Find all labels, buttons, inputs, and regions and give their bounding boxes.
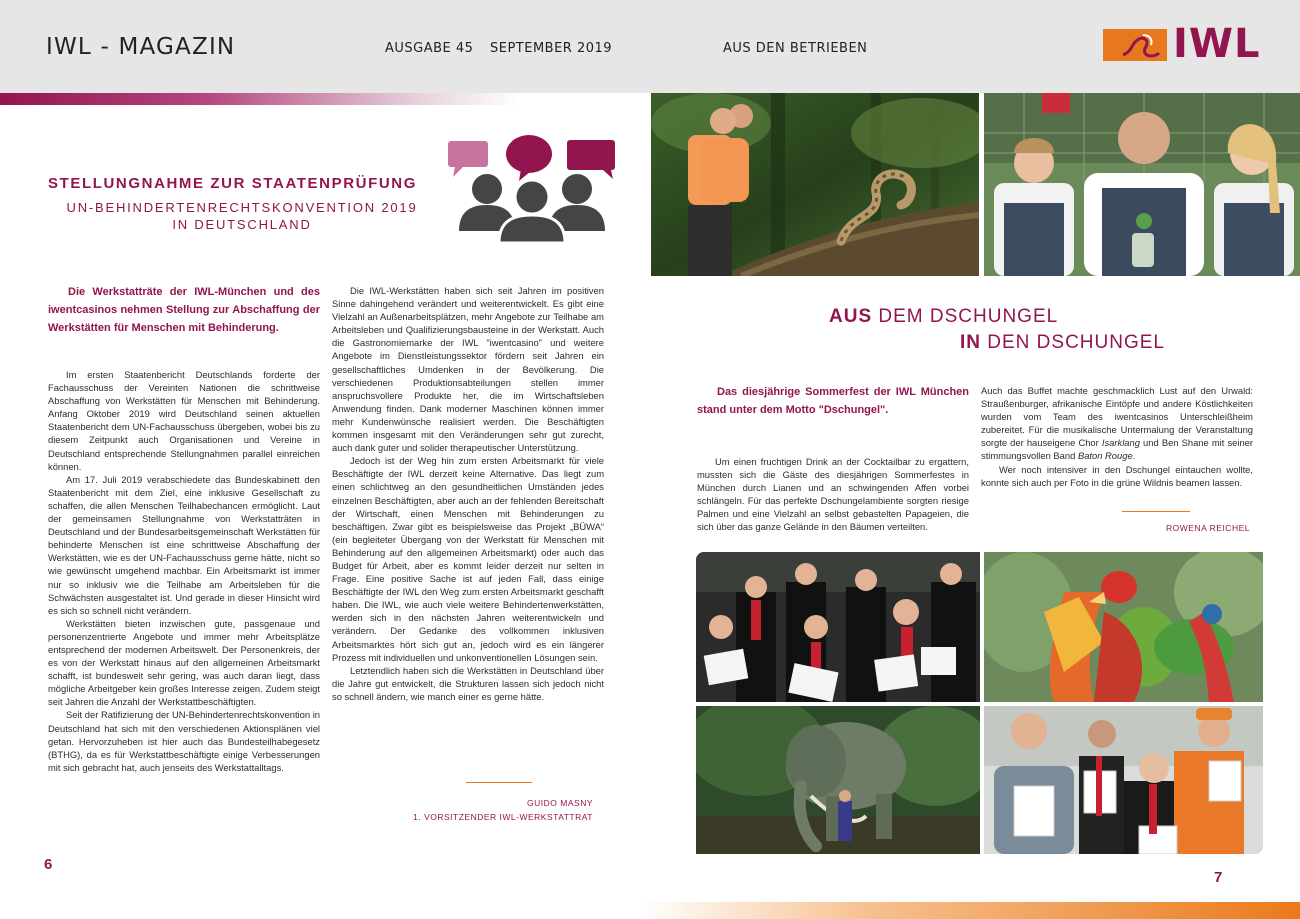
photo-certificates [984,706,1263,854]
right-article-column-1 [697,455,969,534]
signature-divider [466,782,532,783]
lead-paragraph: Das diesjährige Sommerfest der IWL München stand unter dem Motto "Dschungel". [697,386,969,416]
section-label: AUS DEN BETRIEBEN [723,41,868,56]
issue-number: AUSGABE 45 [385,41,474,56]
paragraph: Seit der Ratifizierung der UN-Behindertenrechtskonvention in Deutschland hat sich mit den verschiedenen Aktionsplänen viel getan. Hervorzuheben ist hier auch das Bundesteilhabegesetz (BTHG), da es für Werkstattbeschäftigte einige Verbesserungen mit sich gebracht hat, auch jenseits des Werkstattalltags. [48,709,320,773]
title-bold-word: IN [960,332,981,353]
right-author-name: ROWENA REICHEL [1166,523,1250,533]
left-author-role: 1. VORSITZENDER IWL-WERKSTATTRAT [413,812,593,822]
photo-parrots [984,552,1263,702]
choir-name: Isarklang [1101,437,1140,449]
left-article-lead [48,283,320,337]
paragraph: Wer noch intensiver in den Dschungel eintauchen wollte, konnte sich auch per Foto in die grüne Wildnis beamen lassen. [981,463,1253,488]
left-author-name: GUIDO MASNY [527,798,593,808]
right-article-title-1 [829,306,1058,328]
paragraph: Die IWL-Werkstätten haben sich seit Jahren im positiven Sinne dahingehend verändert und weiterentwickelt. Es gibt eine Vielzahl an Außenarbeitsplätzen, mehr Angebote zur Teilhabe am Arbeitsleben und Qualifizierungsbausteine in der Werkstatt. Auch die Gastronomiemarke der IWL "iwentcasino" und weitere Angebote im Dienstleistungssektor fördern seit Jahren ein gesellschaftliches Umdenken in der Bevölkerung. Die verschiedenen Produktionsabteilungen stellen immer anspruchsvollere Produkte her, die im Wirtschaftsleben Anwendung finden. Dank moderner Maschinen können immer mehr Kundenwünsche realisiert werden. Die Beschäftigten kommen insgesamt mit den Veränderungen sehr gut zurecht, auch dank guter und solider therapeutischer Unterstützung. [332,285,604,454]
left-article-column-1 [48,368,320,774]
logo-text: IWL [1173,21,1261,67]
photo-staff-cocktail [984,93,1300,276]
right-article-column-2 [981,384,1253,489]
title-rest: DEN DSCHUNGEL [981,332,1165,353]
paragraph: Am 17. Juli 2019 verabschiedete das Bundeskabinett den Staatenbericht mit dem Ziel, eine inklusive Gesellschaft zu schaffen, die allen Menschen Teilhabechancen ermöglicht. Laut der gemeinsamen Stellungnahme von Werkstatträten in Deutschland und der Bundesarbeitsgemeinschaft Werkstätten für behinderte Menschen ist eine schrittweise Abschaffung der Werkstätten, wie es der UN-Fachausschuss gerne hätte, nicht so wie gewünscht umgehend machbar. Ein Arbeitsmarkt ist immer nur so inklusiv wie die Teilhabe am Arbeitsleben für die Schwächsten ausgestaltet ist. Und gerade in dieser Hinsicht wird es sich so schnell nicht verändern. [48,473,320,616]
logo-mark-icon [1103,29,1167,61]
gradient-divider [0,93,520,105]
page-number-right: 7 [1214,869,1223,886]
right-article-title-2 [960,332,1165,354]
magazine-title: IWL - MAGAZIN [46,34,236,60]
page-number-left: 6 [44,856,53,873]
text-run: und Ben Shane mit seiner stimmungsvollen Band [981,437,1253,462]
left-article-title: STELLUNGNAHME ZUR STAATENPRÜFUNG [48,175,417,192]
title-rest: DEM DSCHUNGEL [872,306,1059,327]
paragraph: Um einen fruchtigen Drink an der Cocktailbar zu ergattern, mussten sich die Gäste des diesjährigen Sommerfestes in München durch Lianen und an schwingenden Affen vorbei schlängeln. Für das perfekte Dschungelambiente sorgten riesige Palmen und eine Vielzahl an selbst gebastelten Papageien, die sich über das ganze Gelände in den Bäumen verteilten. [697,456,969,533]
paragraph: Im ersten Staatenbericht Deutschlands forderte der Fachausschuss der Vereinten Nationen die schrittweise Abschaffung von Werkstätten für Menschen mit Behinderung. Anfang Oktober 2019 wird Deutschland seinen aktuellen Staatenbericht dem UN-Fachausschuss übergeben, wobei bis zu diesem Zeitpunkt auch Organisationen und Vereine in Deutschland entsprechende Stellungnahmen parallel einreichen können. [48,369,320,472]
left-article-column-2 [332,284,604,703]
left-article-subtitle-2: IN DEUTSCHLAND [172,217,312,232]
title-bold-word: AUS [829,306,873,327]
paragraph: Jedoch ist der Weg hin zum ersten Arbeitsmarkt für viele Beschäftigte der IWL derzeit keine Alternative. Das liegt zum einen schlichtweg an den gesundheitlichen Umständen jedes einzelnen Beschäftigten, aber auch an der fehlenden Bereitschaft der Wirtschaft, einen Menschen mit Behinderungen zu beschäftigen. Zwar gibt es beispielsweise das Projekt „BÜWA“ (ein begleiteter Übergang von der Werkstatt für Menschen mit Behinderung auf den allgemeinen Arbeitsmarkt) oder auch das Budget für Arbeit, aber es kommt leider derzeit nur selten in Frage. Eine positive Sache ist auf jeden Fall, dass einige Beschäftigte der IWL den Weg zum ersten Arbeitsmarkt geschafft haben. Die IWL, wie auch viele weitere Behindertenwerkstätten, werden sich in den nächsten Jahren weiterentwickeln und verändern. Der Gedanke des vollkommen inklusiven Arbeitsmarktes hört sich gut an, jedoch wird es ein längerer Prozess mit individuellen und unkonventionellen Lösungen sein. [332,455,604,663]
photo-elephant [696,706,980,854]
paragraph: Werkstätten bieten inzwischen gute, passgenaue und personenzentrierte Angebote und immer mehr Arbeitsplätze entsprechend der modernen Arbeitswelt. Der Personenkreis, der es von der Werkstatt hinaus auf den allgemeinen Arbeitsmarkt schafft, ist bundesweit sehr gering, was auch daran liegt, dass mögliche Arbeitgeber kein großes Interesse zeigen. Zudem steigt seit Jahren die Anzahl der Werkstattbeschäftigten. [48,617,320,708]
people-speech-bubbles-icon [445,133,620,243]
iwl-logo [1103,21,1261,67]
text-run: . [1132,450,1136,462]
photo-choir [696,552,980,702]
lead-paragraph: Die Werkstatträte der IWL-München und des iwentcasinos nehmen Stellung zur Abschaffung der Werkstätten für Menschen mit Behinderung. [48,286,320,334]
paragraph: Letztendlich haben sich die Werkstätten in Deutschland über die Jahre gut entwickelt, die Strukturen lassen sich jedoch nicht so schnell ändern, wie manch einer es gerne hätte. [332,664,604,702]
issue-date: SEPTEMBER 2019 [490,41,613,56]
photo-jungle-snake [651,93,979,276]
signature-divider [1122,511,1190,512]
text-run: Auch das Buffet machte geschmacklich Lust auf den Urwald: Straußenburger, afrikanische Eintöpfe und andere Köstlichkeiten wurden vom Team des iwentcasinos Unterschleißheim zubereitet. Für die musikalische Untermalung der Veranstaltung sorgte der hauseigene Chor [981,385,1253,449]
right-article-lead [697,383,969,419]
band-name: Baton Rouge [1077,450,1133,462]
left-article-subtitle-1: UN-BEHINDERTENRECHTSKONVENTION 2019 [66,200,418,215]
page-header [0,0,1300,93]
bottom-gradient-bar [640,902,1300,919]
paragraph [981,384,1253,463]
